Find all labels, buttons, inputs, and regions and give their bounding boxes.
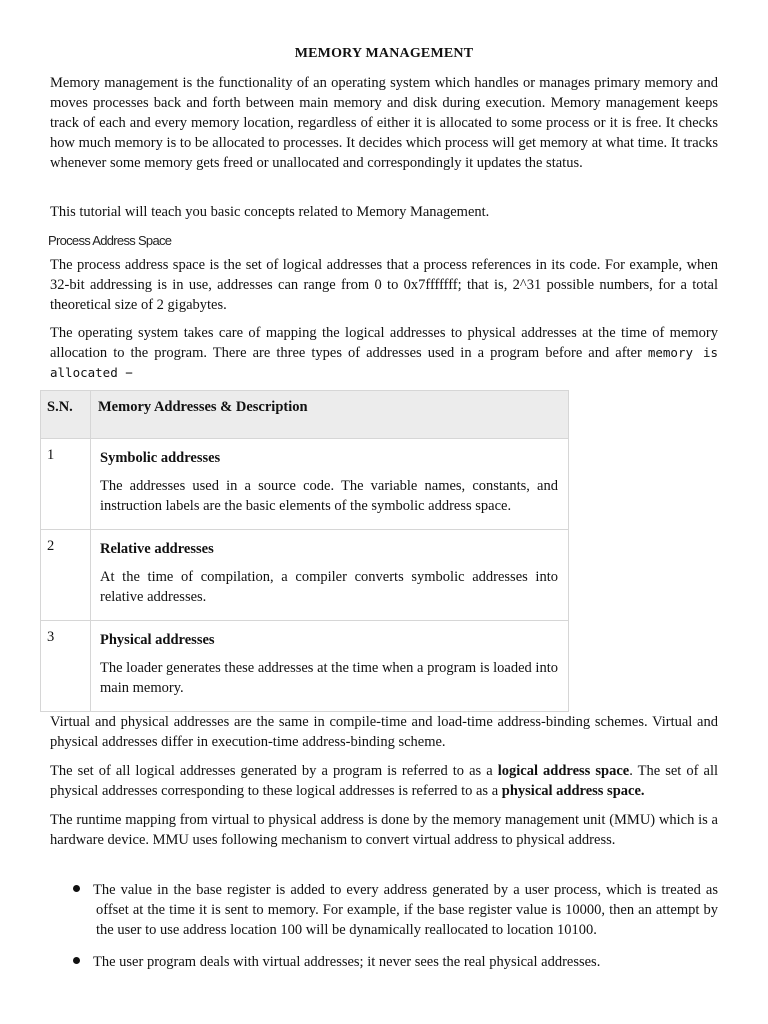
tutorial-paragraph: This tutorial will teach you basic concepts related to Memory Management. xyxy=(50,204,490,220)
bullet-icon xyxy=(73,957,80,964)
physical-address-space-term: physical address space. xyxy=(501,783,645,799)
table-row xyxy=(41,621,569,712)
row-title: Symbolic addresses xyxy=(100,450,221,466)
table-cell-num: 3 xyxy=(41,621,91,712)
table-cell-body xyxy=(91,439,569,530)
table-cell-body xyxy=(91,621,569,712)
page-title: MEMORY MANAGEMENT xyxy=(294,46,474,61)
virtual-physical-paragraph: Virtual and physical addresses are the same in compile-time and load-time address-binding schemes. Virtual and physical addresses differ in execution-time address-binding scheme. xyxy=(50,714,718,750)
address-space-paragraph: The process address space is the set of logical addresses that a process references in its code. For example, when 32-bit addressing is in use, addresses can range from 0 to 0x7fffffff; that is, 2^31 possible numbers, for a total theoretical size of 2 gigabytes. xyxy=(50,257,718,313)
row-title: Relative addresses xyxy=(100,541,214,557)
logical-text-1: The set of all logical addresses generated by a program is referred to as a xyxy=(50,763,498,779)
mmu-paragraph: The runtime mapping from virtual to physical address is done by the memory management unit (MMU) which is a hardware device. MMU uses following mechanism to convert virtual address to physical address. xyxy=(50,812,718,848)
logical-address-space-term: logical address space xyxy=(497,763,630,779)
table-cell-body xyxy=(91,530,569,621)
list-item: The user program deals with virtual addresses; it never sees the real physical addresses. xyxy=(50,952,718,972)
row-title: Physical addresses xyxy=(100,632,215,648)
logical-space-paragraph xyxy=(50,761,718,801)
mapping-paragraph xyxy=(50,323,718,383)
bullet-icon xyxy=(73,885,80,892)
table-row xyxy=(41,439,569,530)
mapping-text: The operating system takes care of mapping the logical addresses to physical addresses at the time of memory allocation to the program. There are three types of addresses used in a program before and after xyxy=(50,325,718,361)
table-row xyxy=(41,530,569,621)
mapping-tail: memory is allocated − xyxy=(50,345,718,380)
table-header-sn: S.N. xyxy=(41,391,91,439)
intro-paragraph: Memory management is the functionality of an operating system which handles or manages primary memory and moves processes back and forth between main memory and disk during execution. Memory management keeps track of each and every memory location, regardless of either it is allocated to some process or it is free. It checks how much memory is to be allocated to processes. It decides which process will get memory at what time. It tracks whenever some memory gets freed or unallocated and correspondingly it updates the status. xyxy=(50,75,718,171)
row-description: The loader generates these addresses at the time when a program is loaded into main memory. xyxy=(100,660,558,696)
section-heading: Process Address Space xyxy=(48,233,172,248)
mechanism-list xyxy=(50,880,718,984)
table-cell-num: 2 xyxy=(41,530,91,621)
row-description: At the time of compilation, a compiler converts symbolic addresses into relative addresses. xyxy=(100,569,558,605)
row-description: The addresses used in a source code. The variable names, constants, and instruction labels are the basic elements of the symbolic address space. xyxy=(100,478,558,514)
address-types-table xyxy=(40,390,569,712)
table-header-row xyxy=(41,391,569,439)
list-item: The value in the base register is added to every address generated by a user process, which is treated as offset at the time it is sent to memory. For example, if the base register value is 10000, then an attempt by the user to use address location 100 will be dynamically reallocated to location 10100. xyxy=(50,880,718,940)
table-header-description: Memory Addresses & Description xyxy=(91,391,569,439)
table-cell-num: 1 xyxy=(41,439,91,530)
logical-text-2: . The set of all physical addresses corresponding to these logical addresses is referred to as a xyxy=(50,763,718,799)
